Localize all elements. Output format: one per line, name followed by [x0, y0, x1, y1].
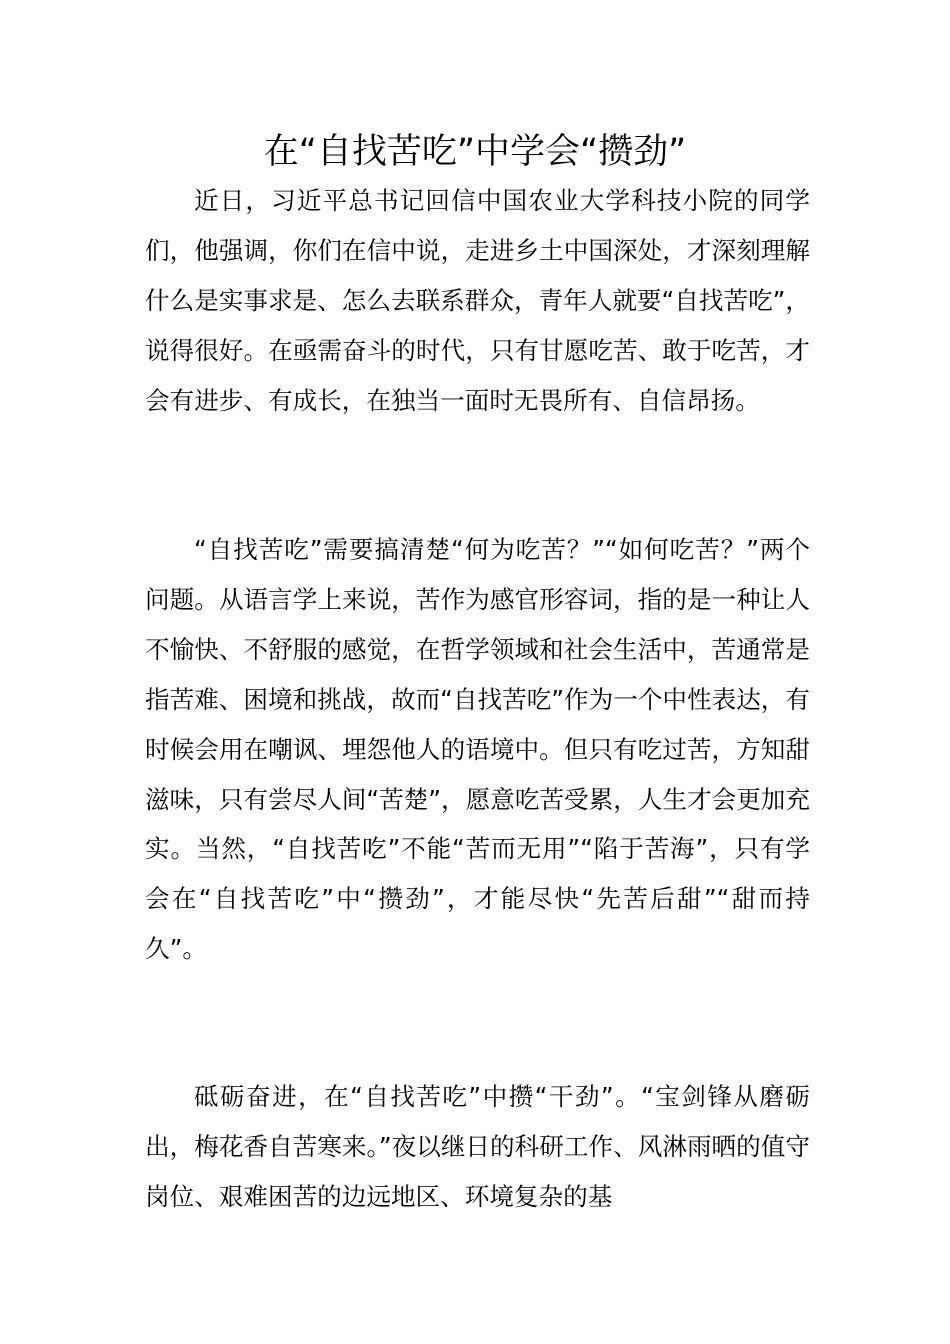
document-title: 在“自找苦吃”中学会“攒劲”: [263, 132, 687, 172]
paragraph-1: 近日，习近平总书记回信中国农业大学科技小院的同学们，他强调，你们在信中说，走进乡土中国深处，才深刻理解什么是实事求是、怎么去联系群众，青年人就要“自找苦吃”，说得很好。在亟需奋斗的时代，只有甘愿吃苦、敢于吃苦，才会有进步、有成长，在独当一面时无畏所有、自信昂扬。: [145, 186, 810, 415]
paragraph-3: 砥砺奋进，在“自找苦吃”中攒“干劲”。“宝剑锋从磨砺出，梅花香自苦寒来。”夜以继日的科研工作、风淋雨晒的值守岗位、艰难困苦的边远地区、环境复杂的基: [145, 1082, 810, 1211]
paragraph-2: “自找苦吃”需要搞清楚“何为吃苦？”“如何吃苦？”两个问题。从语言学上来说，苦作为感官形容词，指的是一种让人不愉快、不舒服的感觉，在哲学领域和社会生活中，苦通常是指苦难、困境和挑战，故而“自找苦吃”作为一个中性表达，有时候会用在嘲讽、埋怨他人的语境中。但只有吃过苦，方知甜滋味，只有尝尽人间“苦楚”，愿意吃苦受累，人生才会更加充实。当然，“自找苦吃”不能“苦而无用”“陷于苦海”，只有学会在“自找苦吃”中“攒劲”，才能尽快“先苦后甜”“甜而持久”。: [145, 535, 810, 964]
